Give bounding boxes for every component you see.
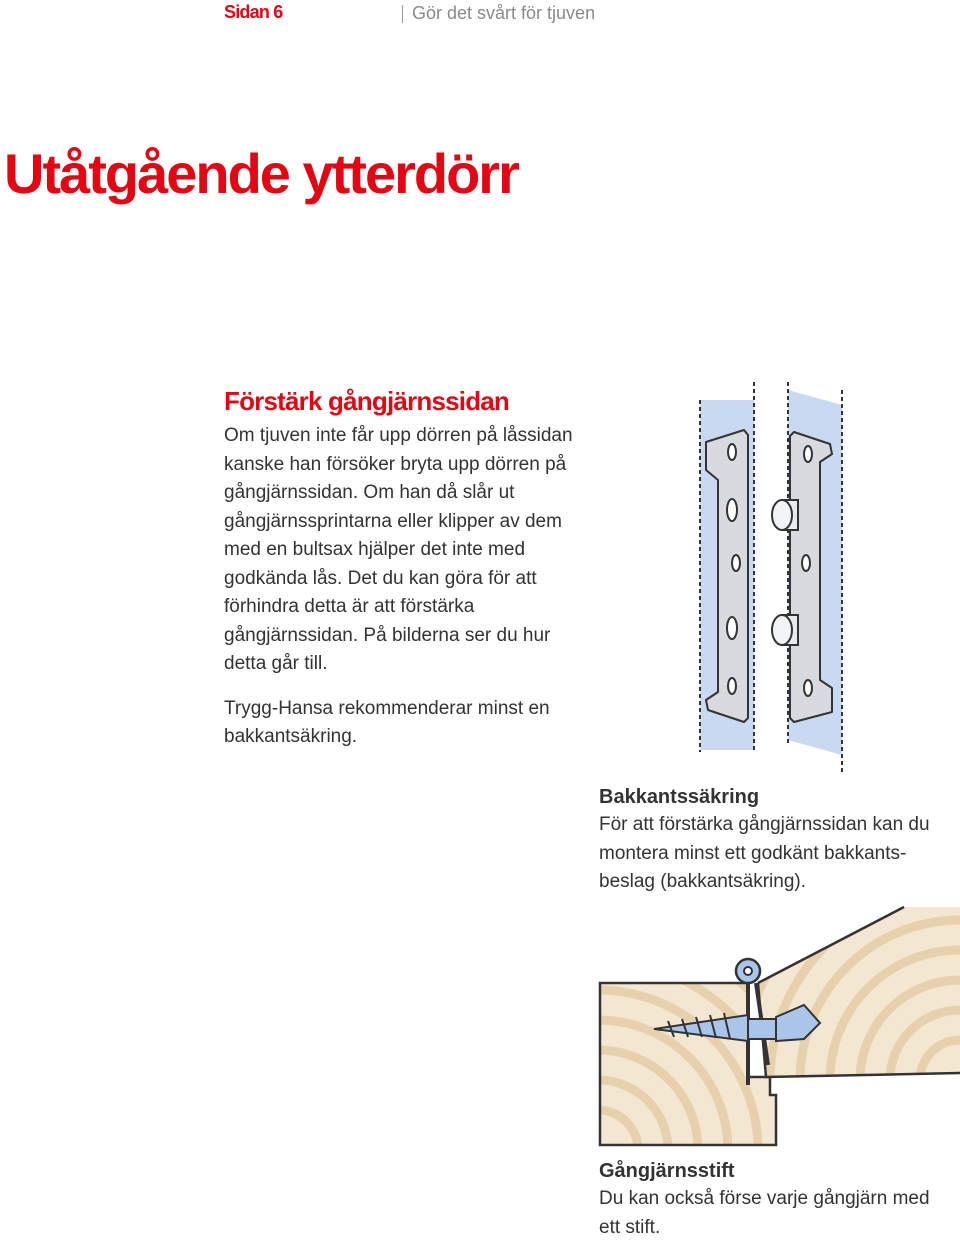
intro-section — [224, 386, 584, 752]
page-header — [0, 0, 960, 30]
header-divider — [402, 5, 403, 23]
bakkantssakring-illustration — [690, 380, 860, 775]
page-title: Utåtgående ytterdörr — [4, 142, 518, 205]
intro-body: Om tjuven inte får upp dörren på låssidan kanske han försöker bryta upp dörren på gångjärnssidan. Om han då slår ut gångjärnssprintarna eller klipper av dem med en bultsax hjälper det inte med godkända lås. Det du kan göra för att förhindra detta är att förstärka gångjärnssidan. På bilderna ser du hur detta går till. — [224, 425, 573, 674]
gangjarnsstift-illustration — [598, 905, 960, 1150]
section-title: Gör det svårt för tjuven — [412, 3, 596, 23]
intro-heading: Förstärk gångjärnssidan — [224, 386, 510, 416]
bakkant-caption — [599, 783, 949, 897]
recommendation-text: Trygg-Hansa rekommenderar minst en bakkantsäkring. — [224, 697, 550, 747]
security-pin-lower — [772, 615, 798, 645]
page-number: Sidan 6 — [224, 2, 283, 22]
bakkant-text: För att förstärka gångjärnssidan kan du montera minst ett godkänt bakkants- beslag (bakkantsäkring). — [599, 814, 930, 892]
stift-text: Du kan också förse varje gångjärn med ett stift. — [599, 1188, 930, 1238]
stift-heading: Gångjärnsstift — [599, 1160, 735, 1182]
security-pin-upper — [772, 500, 798, 530]
bakkant-heading: Bakkantssäkring — [599, 786, 760, 808]
stift-caption — [599, 1157, 949, 1242]
